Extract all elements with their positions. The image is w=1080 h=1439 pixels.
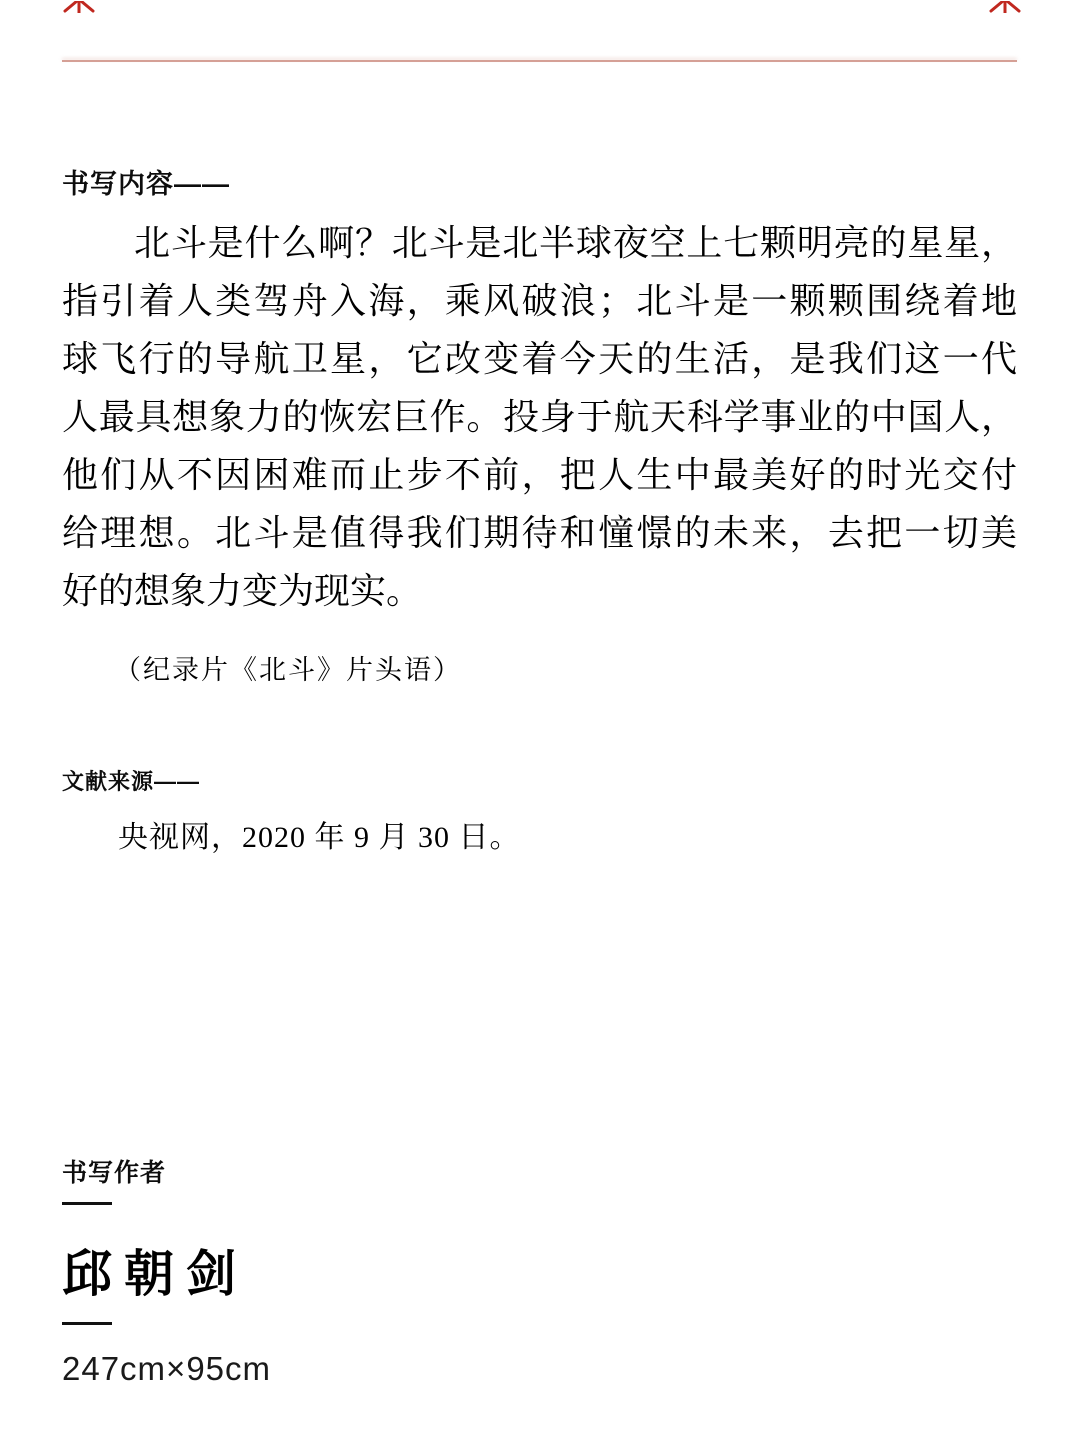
paragraph-line: 给理想。北斗是值得我们期待和憧憬的未来，去把一切美	[62, 513, 1017, 553]
author-name: 邱朝剑	[62, 1246, 248, 1302]
source-heading: 文献来源——	[62, 769, 201, 794]
paragraph-line: 人最具想象力的恢宏巨作。投身于航天科学事业的中国人，	[62, 397, 1017, 437]
attribution-note: （纪录片《北斗》片头语）	[114, 655, 462, 685]
top-divider-rule	[62, 60, 1017, 62]
source-text: 央视网，2020 年 9 月 30 日。	[118, 821, 521, 854]
paragraph-line: 球飞行的导航卫星，它改变着今天的生活，是我们这一代	[62, 339, 1017, 379]
red-character-fragment-icon	[62, 0, 96, 18]
paragraph-line: 他们从不因困难而止步不前，把人生中最美好的时光交付	[62, 455, 1017, 495]
reading-content-paragraph	[62, 214, 1017, 620]
reading-content-heading: 书写内容——	[62, 169, 230, 199]
dimensions-divider	[62, 1322, 112, 1325]
red-character-fragment-icon	[988, 0, 1022, 18]
artwork-dimensions: 247cm×95cm	[62, 1350, 272, 1387]
author-heading: 书写作者	[62, 1159, 167, 1187]
paragraph-line: 指引着人类驾舟入海，乘风破浪；北斗是一颗颗围绕着地	[62, 281, 1017, 321]
paragraph-line: 好的想象力变为现实。	[62, 571, 423, 611]
paragraph-line: 北斗是什么啊？北斗是北半球夜空上七颗明亮的星星，	[134, 223, 1017, 263]
author-divider	[62, 1202, 112, 1205]
